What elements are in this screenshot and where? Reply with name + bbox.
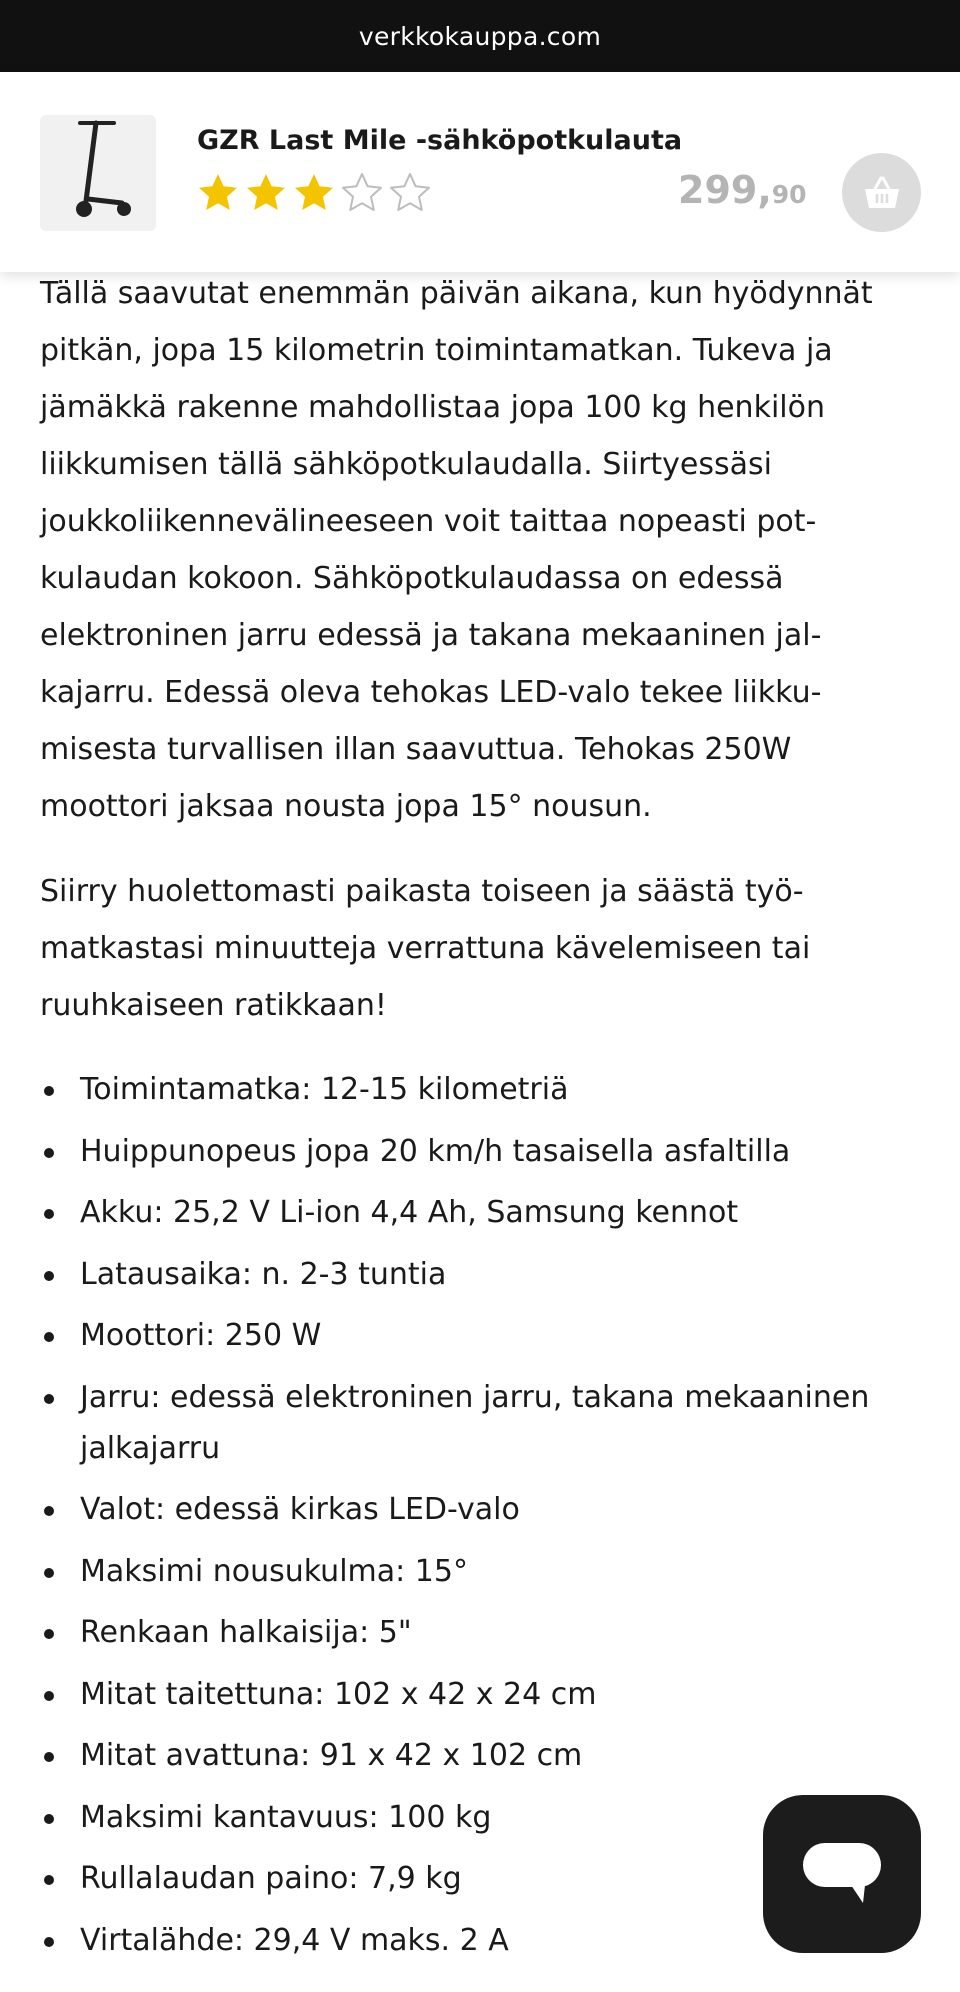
product-description	[40, 265, 920, 1976]
basket-icon	[862, 175, 902, 211]
scooter-image	[40, 115, 156, 231]
spec-item: Valot: edessä kirkas LED-valo	[40, 1484, 920, 1535]
sticky-product-header	[0, 72, 960, 272]
spec-item: Virtalähde: 29,4 V maks. 2 A	[40, 1915, 920, 1966]
price-integer: 299,	[678, 168, 772, 212]
spec-item: Jarru: edessä elektroninen jarru, takana mekaaninen jalkajarru	[40, 1372, 920, 1474]
description-paragraph-1: Tällä saavutat enemmän päivän aikana, kun hyödynnät pitkän, jopa 15 kilometrin toimintamatkan. Tukeva ja jämäkkä rakenne mahdollistaa jopa 100 kg henkilön liikkumisen tällä sähköpotkulaudalla. Siirtyessäsi joukkoliikennevälineeseen voit taittaa nopeasti potkulaudan kokoon. Sähköpotkulaudassa on edessä elektroninen jarru edessä ja takana mekaaninen jalkajarru. Edessä oleva tehokas LED-valo tekee liikkumisesta turvallisen illan saavuttua. Tehokas 250W moottori jaksaa nousta jopa 15° nousun.	[40, 276, 873, 824]
spec-item: Latausaika: n. 2-3 tuntia	[40, 1249, 920, 1300]
spec-item: Renkaan halkaisija: 5"	[40, 1607, 920, 1658]
star-filled-icon	[245, 172, 287, 214]
price-decimal: 90	[771, 180, 807, 209]
spec-item: Akku: 25,2 V Li-ion 4,4 Ah, Samsung kennot	[40, 1187, 920, 1238]
product-price	[678, 168, 807, 212]
chat-bubble-icon	[801, 1841, 883, 1907]
product-title[interactable]: GZR Last Mile -sähköpotkulauta	[197, 125, 683, 156]
chat-button[interactable]	[763, 1795, 921, 1953]
spec-item: Huippunopeus jopa 20 km/h tasaisella asfaltilla	[40, 1126, 920, 1177]
spec-item: Rullalaudan paino: 7,9 kg	[40, 1853, 920, 1904]
star-empty-icon	[389, 172, 431, 214]
description-paragraph-2: Siirry huolettomasti paikasta toiseen ja säästä työmatkastasi minuutteja verrattuna kävelemiseen tai ruuhkaiseen ratikkaan!	[40, 874, 811, 1023]
spec-item: Moottori: 250 W	[40, 1310, 920, 1361]
add-to-cart-button[interactable]	[842, 153, 921, 232]
spec-item: Toimintamatka: 12-15 kilometriä	[40, 1064, 920, 1115]
browser-url-bar[interactable]	[0, 0, 960, 72]
star-filled-icon	[197, 172, 239, 214]
spec-item: Maksimi kantavuus: 100 kg	[40, 1792, 920, 1843]
product-thumbnail[interactable]	[40, 115, 156, 231]
url-text: verkkokauppa.com	[358, 21, 602, 51]
spec-item: Maksimi nousukulma: 15°	[40, 1546, 920, 1597]
star-filled-icon	[293, 172, 335, 214]
rating-stars	[197, 172, 431, 214]
spec-item: Mitat taitettuna: 102 x 42 x 24 cm	[40, 1669, 920, 1720]
spec-item: Mitat avattuna: 91 x 42 x 102 cm	[40, 1730, 920, 1781]
star-empty-icon	[341, 172, 383, 214]
